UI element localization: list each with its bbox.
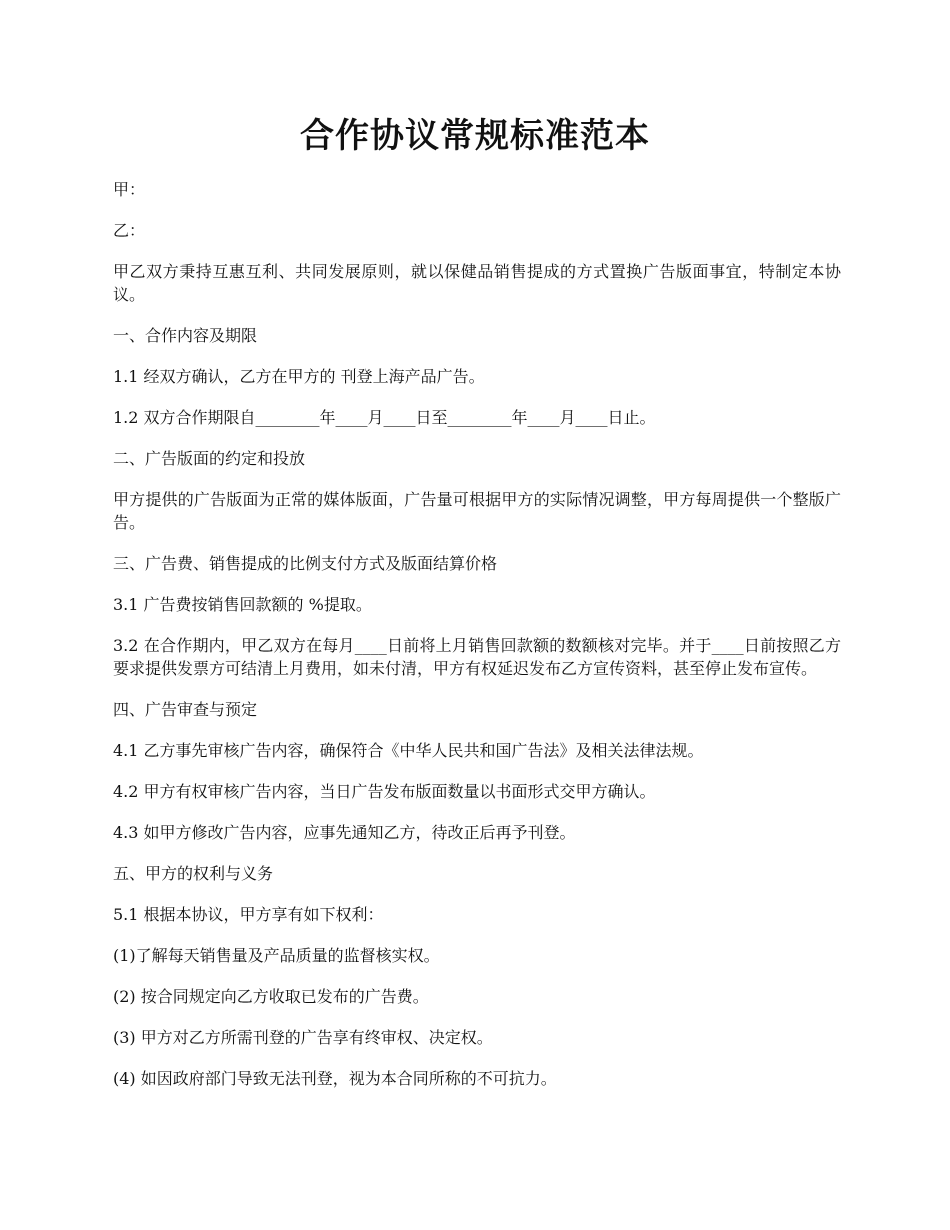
- right-item-1: (1)了解每天销售量及产品质量的监督核实权。: [113, 946, 440, 965]
- section-heading-3: 三、广告费、销售提成的比例支付方式及版面结算价格: [113, 554, 498, 573]
- section-heading-2: 二、广告版面的约定和投放: [113, 449, 306, 468]
- clause-4-2: 4.2 甲方有权审核广告内容，当日广告发布版面数量以书面形式交甲方确认。: [113, 782, 656, 801]
- clause-5-1: 5.1 根据本协议，甲方享有如下权利：: [113, 905, 384, 924]
- clause-3-2: 3.2 在合作期内，甲乙双方在每月____日前将上月销售回款额的数额核对完毕。并于____日前按照乙方要求提供发票方可结清上月费用，如未付清，甲方有权延迟发布乙方宣传资料，甚至停止发布宣传。: [113, 636, 841, 678]
- clause-4-3: 4.3 如甲方修改广告内容，应事先通知乙方，待改正后再予刊登。: [113, 823, 576, 842]
- section-heading-5: 五、甲方的权利与义务: [113, 864, 274, 883]
- clause-1-1: 1.1 经双方确认，乙方在甲方的 刊登上海产品广告。: [113, 367, 485, 386]
- party-b-line: 乙：: [113, 221, 146, 240]
- right-item-2: (2) 按合同规定向乙方收取已发布的广告费。: [113, 987, 429, 1006]
- document-title: 合作协议常规标准范本: [300, 116, 650, 156]
- clause-1-2: 1.2 双方合作期限自________年____月____日至________年____月____日止。: [113, 408, 656, 427]
- clause-4-1: 4.1 乙方事先审核广告内容，确保符合《中华人民共和国广告法》及相关法律法规。: [113, 741, 704, 760]
- right-item-4: (4) 如因政府部门导致无法刊登，视为本合同所称的不可抗力。: [113, 1069, 557, 1088]
- party-a-line: 甲：: [113, 180, 146, 199]
- preamble-paragraph: 甲乙双方秉持互惠互利、共同发展原则，就以保健品销售提成的方式置换广告版面事宜，特制定本协议。: [113, 262, 841, 304]
- clause-3-1: 3.1 广告费按销售回款额的 %提取。: [113, 595, 372, 614]
- section-heading-4: 四、广告审查与预定: [113, 700, 258, 719]
- document-body: [113, 178, 841, 1108]
- right-item-3: (3) 甲方对乙方所需刊登的广告享有终审权、决定权。: [113, 1028, 493, 1047]
- section-heading-1: 一、合作内容及期限: [113, 326, 258, 345]
- section-2-paragraph: 甲方提供的广告版面为正常的媒体版面，广告量可根据甲方的实际情况调整，甲方每周提供一个整版广告。: [113, 490, 841, 532]
